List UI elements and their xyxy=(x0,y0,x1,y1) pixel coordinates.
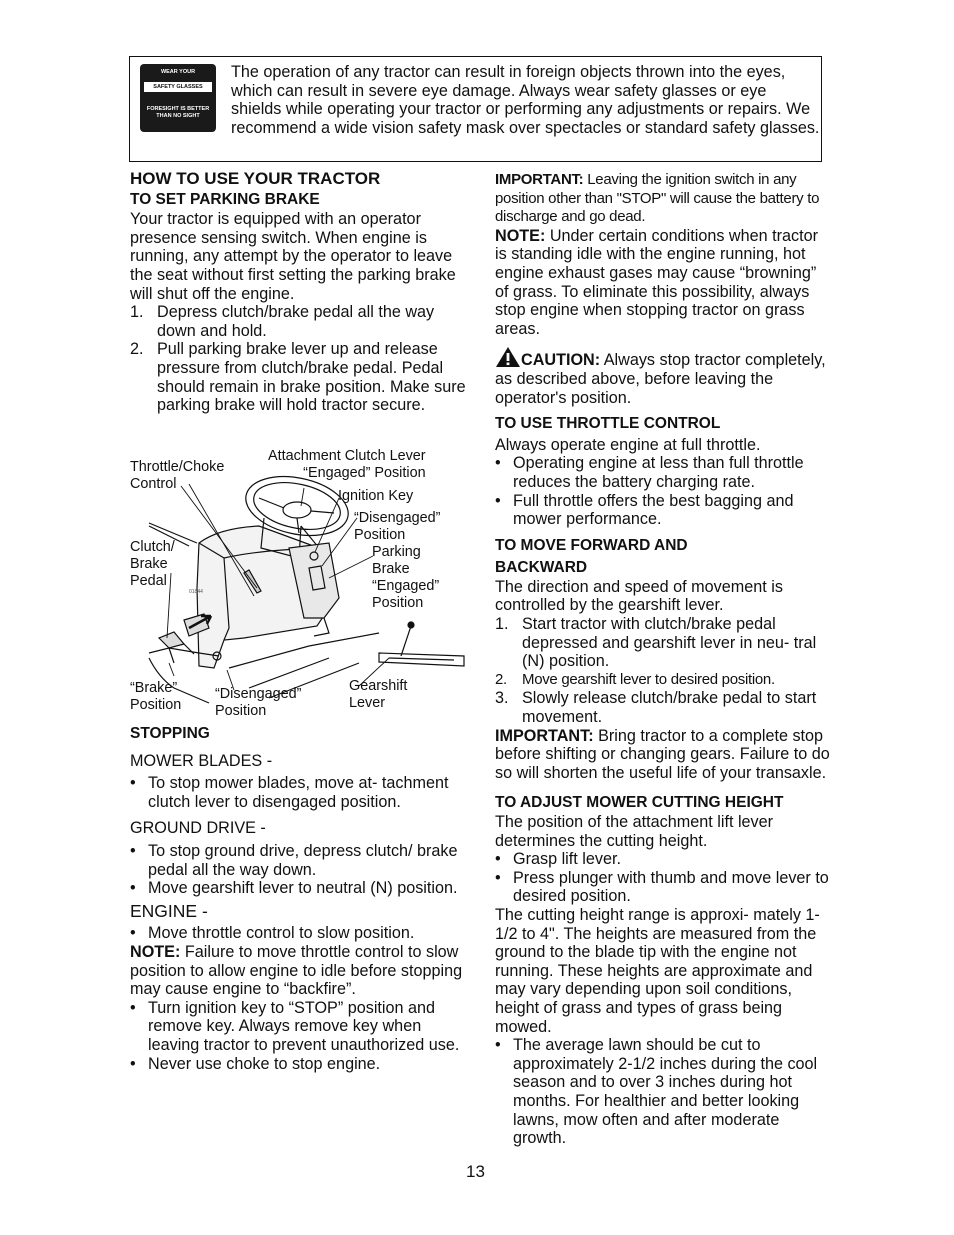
list-item: • Full throttle offers the best bagging and mower performance. xyxy=(495,491,794,529)
cut-text: The cutting height range is approxi- mately 1-1/2 to 4". The heights are measured from the ground to the blade tip with the engine not running. These heights are approximate and may vary depending upon soil conditions, height of grass and types of grass being mowed. xyxy=(495,905,820,1036)
list-item: • Operating engine at less than full throttle reduces the battery charging rate. xyxy=(495,454,804,491)
throttle-intro: Always operate engine at full throttle. xyxy=(495,435,761,454)
label-attachment-clutch: Attachment Clutch Lever “Engaged” Position xyxy=(268,448,426,481)
throttle-heading: TO USE THROTTLE CONTROL xyxy=(495,415,721,433)
caution-icon xyxy=(495,346,521,368)
list-item: 1. Start tractor with clutch/brake pedal depressed and gearshift lever in neu- tral (N) position. xyxy=(495,615,817,671)
parking-heading: TO SET PARKING BRAKE xyxy=(130,190,320,208)
list-item: • Turn ignition key to “STOP” position and remove key. Always remove key when leaving tractor to prevent unauthorized use. xyxy=(130,998,460,1054)
label-gearshift-lever: Gearshift Lever xyxy=(349,678,408,711)
label-disengaged-bottom: “Disengaged” Position xyxy=(215,686,302,719)
label-throttle-choke: Throttle/Choke Control xyxy=(130,459,225,492)
list-item: • To stop ground drive, depress clutch/ brake pedal all the way down. xyxy=(130,841,458,879)
mower-bullets xyxy=(130,774,470,811)
note-browning: NOTE: Under certain conditions when tractor is standing idle with the engine running, hot engine exhaust gases may cause “browning” of grass. To eliminate this possibility, always stop engine when stopping tractor on grass areas. xyxy=(495,226,818,338)
parking-intro: Your tractor is equipped with an operator presence sensing switch. When engine is running, any attempt by the operator to leave the seat without first setting the parking brake will shut off the engine. xyxy=(130,210,456,303)
page-number: 13 xyxy=(466,1162,485,1181)
engine-heading: ENGINE - xyxy=(130,900,208,921)
list-item: • Grasp lift lever. xyxy=(495,850,621,869)
caution-paragraph: CAUTION: Always stop tractor completely, as described above, before leaving the operator's position. xyxy=(495,346,830,407)
list-item: 2. Pull parking brake lever up and release pressure from clutch/brake pedal. Pedal should remain in brake position. Make sure parking brake will hold tractor secure. xyxy=(130,340,466,415)
right-column xyxy=(495,171,830,1148)
list-item: • Never use choke to stop engine. xyxy=(130,1054,381,1073)
label-ignition-key: Ignition Key xyxy=(338,488,414,504)
engine-bullets-1 xyxy=(130,924,470,943)
important-ignition: IMPORTANT: Leaving the ignition switch in any position other than "STOP" will cause the battery to discharge and go dead. xyxy=(495,171,820,226)
move-heading-1: TO MOVE FORWARD AND xyxy=(495,536,688,554)
important-transaxle: IMPORTANT: Bring tractor to a complete stop before shifting or changing gears. Failure to do so will shorten the useful life of your transaxle. xyxy=(495,726,830,782)
list-item: • Move throttle control to slow position. xyxy=(130,924,415,943)
cut-bullets-2 xyxy=(495,1036,830,1148)
throttle-bullets xyxy=(495,454,830,528)
left-column-top xyxy=(130,170,470,415)
cut-heading: TO ADJUST MOWER CUTTING HEIGHT xyxy=(495,794,784,812)
move-heading-2: BACKWARD xyxy=(495,559,588,577)
cut-intro: The position of the attachment lift lever determines the cutting height. xyxy=(495,813,774,850)
section-title: HOW TO USE YOUR TRACTOR xyxy=(130,169,381,188)
label-brake-position: “Brake” Position xyxy=(130,680,182,713)
list-item: • To stop mower blades, move at- tachment clutch lever to disengaged position. xyxy=(130,774,449,811)
list-item: 3. Slowly release clutch/brake pedal to start movement. xyxy=(495,689,817,727)
mower-heading: MOWER BLADES - xyxy=(130,751,273,770)
safety-warning-box xyxy=(129,56,822,162)
move-intro: The direction and speed of movement is controlled by the gearshift lever. xyxy=(495,577,783,615)
cut-bullets xyxy=(495,850,830,906)
label-clutch-brake-pedal: Clutch/ Brake Pedal xyxy=(130,539,175,589)
stopping-heading: STOPPING xyxy=(130,725,210,742)
list-item: • Press plunger with thumb and move lever to desired position. xyxy=(495,868,829,906)
list-item: 2. Move gearshift lever to desired position. xyxy=(495,670,775,688)
safety-warning-text: The operation of any tractor can result in foreign objects thrown into the eyes, which can result in severe eye damage. Always wear safety glasses or eye shields while operating your tractor or performing any adjustments or repairs. We recommend a wide vision safety mask over spectacles or standard safety glasses. xyxy=(231,63,820,137)
list-item: • The average lawn should be cut to approximately 2-1/2 inches during the cool season and to over 3 inches during hot months. For healthier and better looking lawns, mow often and after moderate growth. xyxy=(495,1036,818,1148)
ground-bullets xyxy=(130,842,470,898)
diagram-code: 01844 xyxy=(189,589,203,595)
safety-glasses-icon: WEAR YOUR SAFETY GLASSES FORESIGHT IS BETTER THAN NO SIGHT xyxy=(140,64,216,132)
move-steps xyxy=(495,615,830,727)
engine-note: NOTE: Failure to move throttle control to slow position to allow engine to idle before stopping may cause engine to “backfire”. xyxy=(130,942,463,999)
left-column-bottom xyxy=(130,725,470,1073)
engine-bullets-2 xyxy=(130,999,470,1073)
tractor-controls-diagram xyxy=(129,448,465,723)
parking-steps xyxy=(130,303,470,415)
list-item: • Move gearshift lever to neutral (N) position. xyxy=(130,879,458,898)
list-item: 1. Depress clutch/brake pedal all the way down and hold. xyxy=(130,303,435,340)
label-parking-brake: Parking Brake “Engaged” Position xyxy=(372,544,440,611)
label-disengaged-top: “Disengaged” Position xyxy=(354,510,441,543)
ground-heading: GROUND DRIVE - xyxy=(130,819,266,838)
